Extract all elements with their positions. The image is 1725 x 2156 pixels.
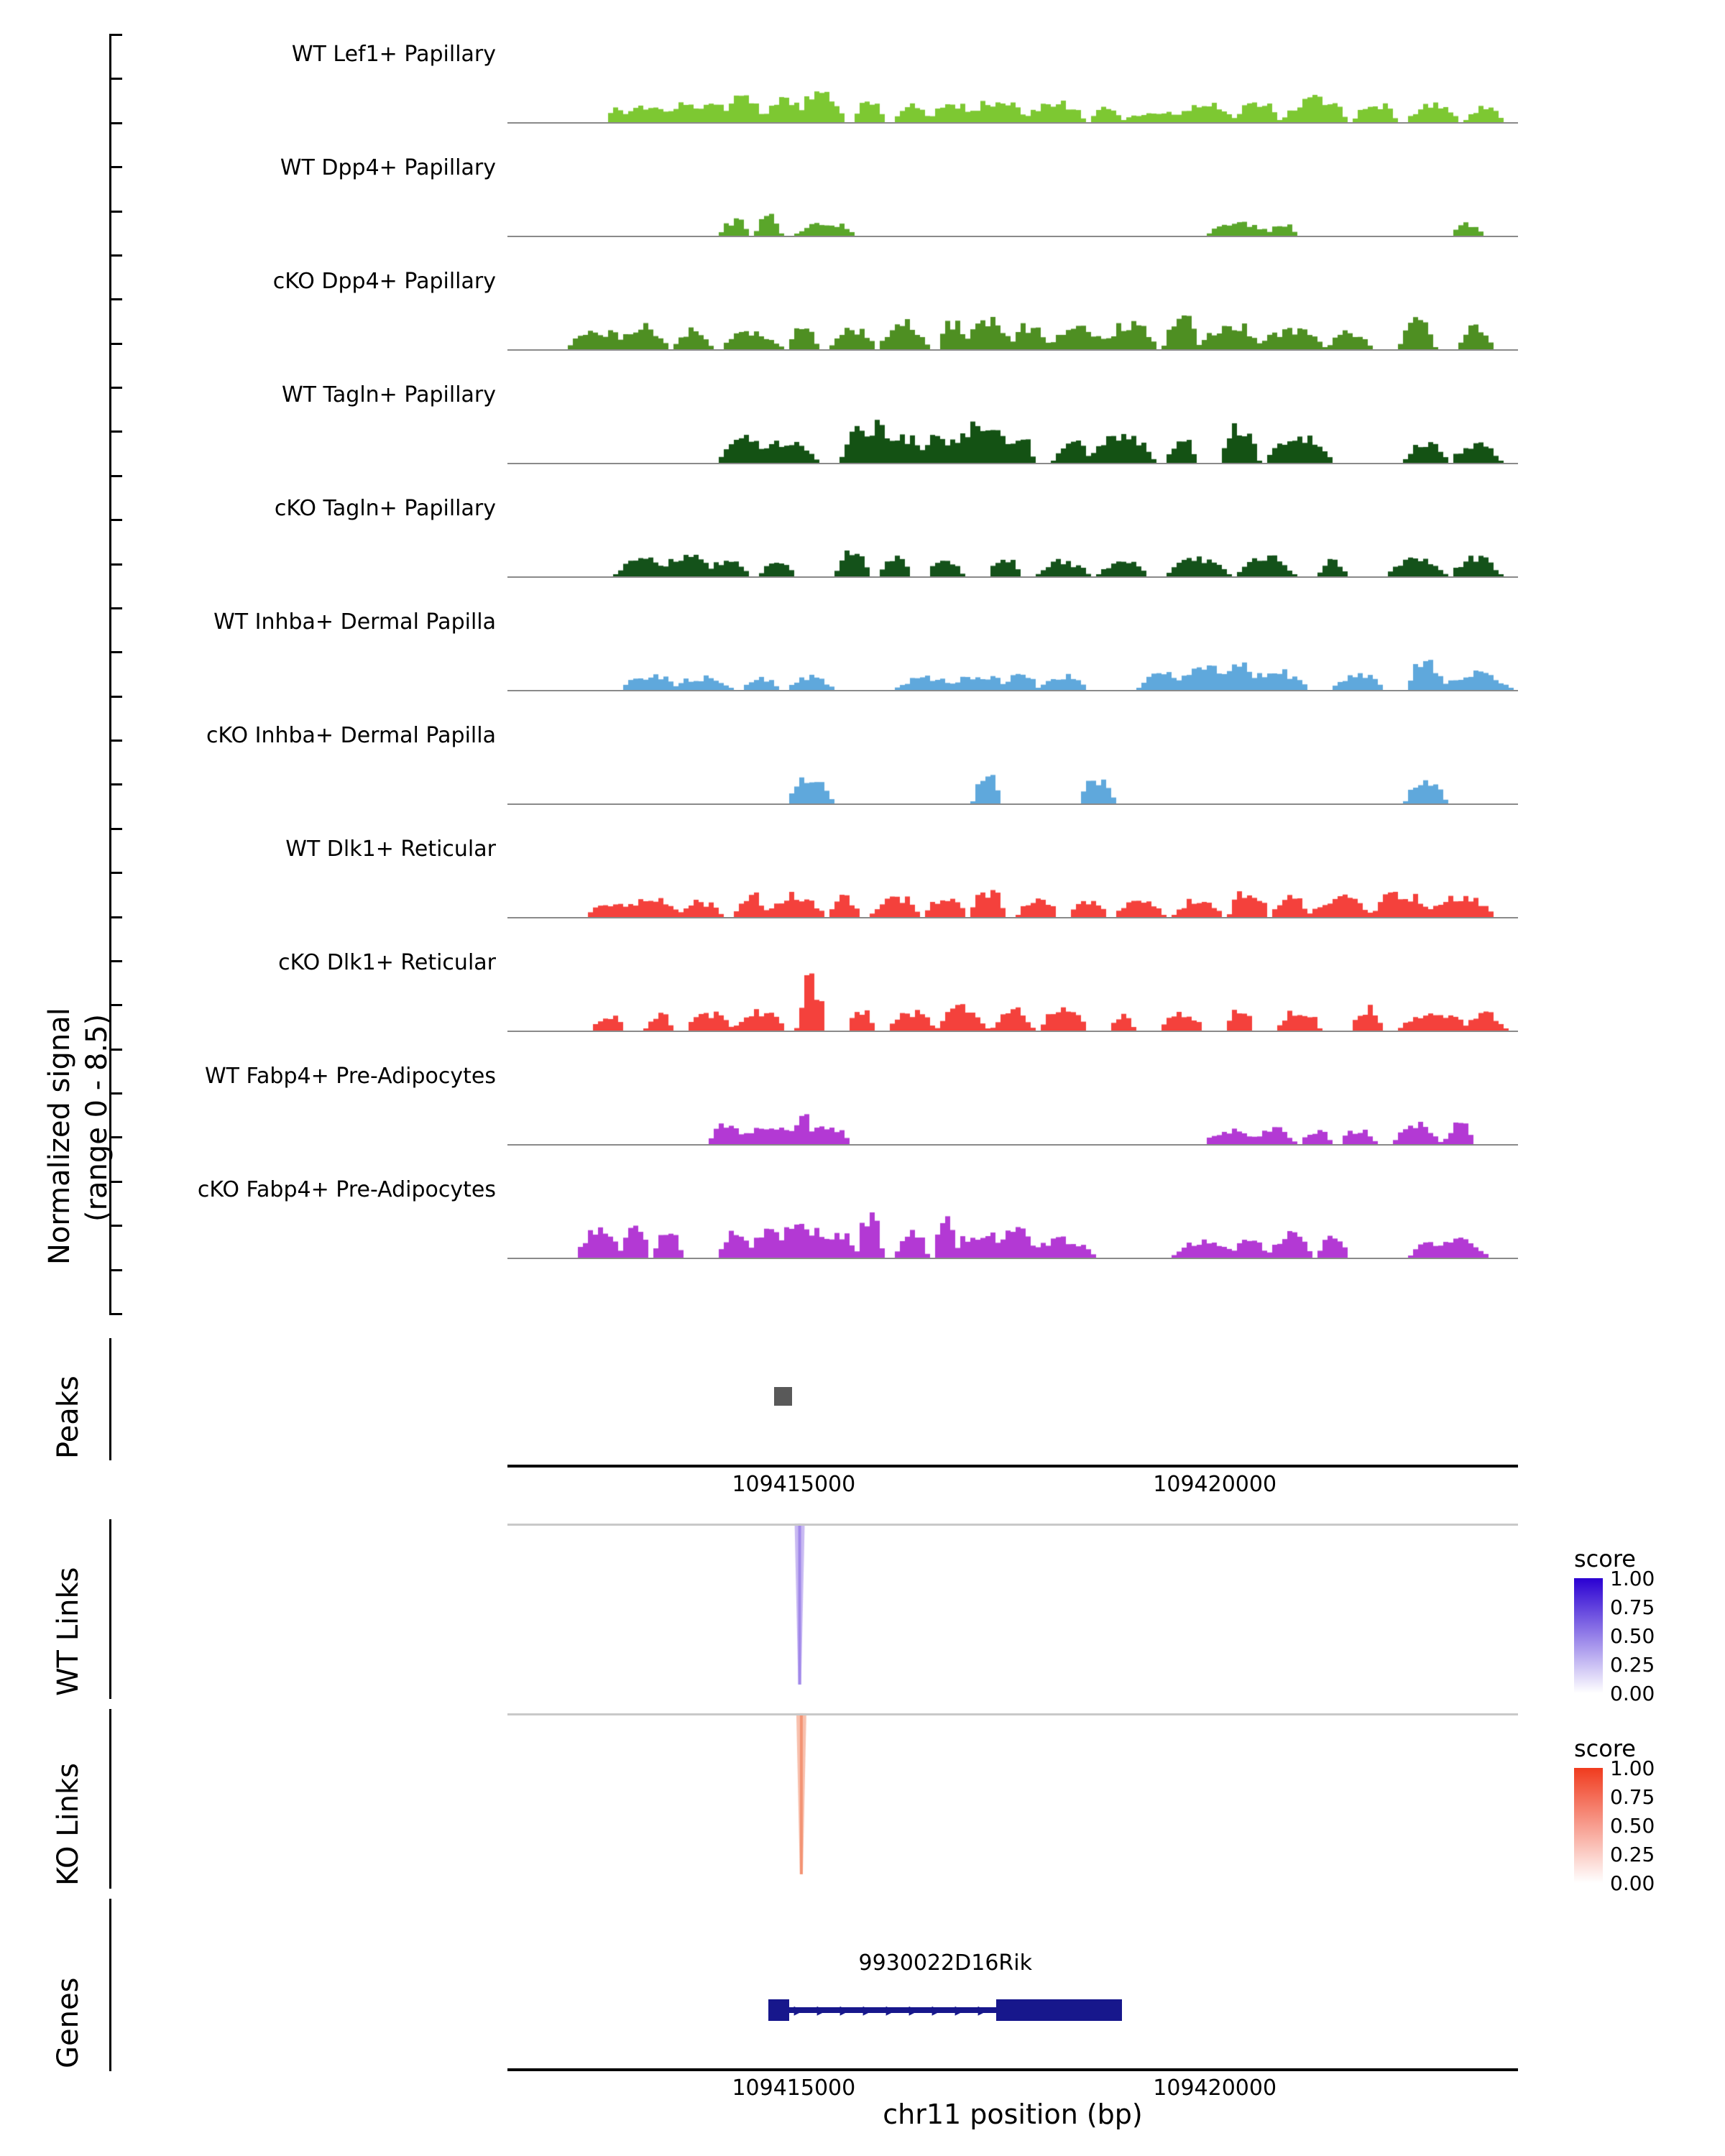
gene-strand-arrow-icon: ▸ bbox=[978, 1999, 988, 2021]
ko-links-legend-tick: 0.50 bbox=[1610, 1814, 1655, 1838]
track-signal-6 bbox=[507, 719, 1518, 803]
x-axis-title-text: chr11 position (bp) bbox=[883, 2099, 1143, 2130]
gene-exon[interactable] bbox=[996, 1999, 1123, 2021]
axis-tick bbox=[109, 960, 122, 962]
track-label-1: WT Dpp4+ Papillary bbox=[280, 155, 496, 180]
axis-tick bbox=[109, 1004, 122, 1006]
track-signal-1 bbox=[507, 151, 1518, 236]
ko-links-panel-label bbox=[52, 1763, 85, 1886]
signal-axis-title-line2: (range 0 - 8.5) bbox=[80, 1013, 114, 1222]
axis-tick bbox=[109, 783, 122, 786]
track-label-3: WT Tagln+ Papillary bbox=[282, 382, 496, 407]
bottom-axis-line bbox=[507, 2068, 1518, 2071]
genes-panel-axis bbox=[109, 1899, 111, 2071]
wt-links-legend-tick: 0.75 bbox=[1610, 1595, 1655, 1619]
track-baseline-0 bbox=[507, 122, 1518, 124]
track-signal-0 bbox=[507, 37, 1518, 122]
track-label-0: WT Lef1+ Papillary bbox=[291, 42, 496, 67]
axis-tick bbox=[109, 387, 122, 389]
axis-tick bbox=[109, 651, 122, 653]
peaks-label-text: Peaks bbox=[52, 1376, 85, 1459]
track-baseline-8 bbox=[507, 1031, 1518, 1032]
wt-links-legend-title: score bbox=[1574, 1545, 1636, 1572]
ko-links-legend-tick: 0.75 bbox=[1610, 1785, 1655, 1809]
axis-tick bbox=[109, 696, 122, 698]
axis-tick bbox=[109, 298, 122, 300]
ko-links-legend-title: score bbox=[1574, 1735, 1636, 1762]
track-label-5: WT Inhba+ Dermal Papilla bbox=[213, 609, 496, 635]
axis-tick bbox=[109, 475, 122, 477]
wt-links-label-text: WT Links bbox=[52, 1567, 85, 1696]
axis-tick bbox=[109, 1313, 122, 1315]
axis-tick bbox=[109, 1225, 122, 1227]
track-label-6: cKO Inhba+ Dermal Papilla bbox=[206, 723, 496, 748]
track-label-8: cKO Dlk1+ Reticular bbox=[278, 950, 496, 975]
track-signal-4 bbox=[507, 492, 1518, 576]
peaks-axis-line bbox=[507, 1465, 1518, 1468]
gene-strand-arrow-icon: ▸ bbox=[816, 1999, 827, 2021]
axis-tick bbox=[109, 122, 122, 124]
track-label-2: cKO Dpp4+ Papillary bbox=[272, 269, 496, 294]
gene-strand-arrow-icon: ▸ bbox=[862, 1999, 873, 2021]
track-signal-3 bbox=[507, 378, 1518, 463]
x-tick-label: 109415000 bbox=[732, 2076, 856, 2101]
ko-links-legend-colorbar bbox=[1574, 1768, 1603, 1883]
track-signal-8 bbox=[507, 946, 1518, 1031]
track-signal-10 bbox=[507, 1173, 1518, 1258]
peak-region[interactable] bbox=[774, 1387, 792, 1406]
wt-links-baseline bbox=[507, 1524, 1518, 1526]
axis-tick bbox=[109, 166, 122, 168]
wt-links-panel-axis bbox=[109, 1519, 111, 1699]
track-baseline-6 bbox=[507, 803, 1518, 805]
ko-links-canvas bbox=[507, 1709, 1518, 1889]
track-baseline-10 bbox=[507, 1258, 1518, 1259]
track-label-10: cKO Fabp4+ Pre-Adipocytes bbox=[197, 1177, 496, 1202]
signal-axis-title-line1: Normalized signal bbox=[43, 1008, 76, 1265]
axis-tick bbox=[109, 872, 122, 874]
wt-links-legend-tick: 0.25 bbox=[1610, 1653, 1655, 1677]
track-label-4: cKO Tagln+ Papillary bbox=[274, 496, 496, 521]
ko-links-legend-tick: 0.00 bbox=[1610, 1871, 1655, 1895]
axis-tick bbox=[109, 916, 122, 918]
x-tick-label: 109420000 bbox=[1153, 2076, 1277, 2101]
axis-tick bbox=[109, 563, 122, 566]
gene-strand-arrow-icon: ▸ bbox=[886, 1999, 896, 2021]
peaks-panel-label bbox=[52, 1376, 85, 1459]
wt-links-canvas bbox=[507, 1519, 1518, 1699]
ko-links-panel-axis bbox=[109, 1709, 111, 1889]
ko-links-label-text: KO Links bbox=[52, 1763, 85, 1886]
track-baseline-7 bbox=[507, 917, 1518, 918]
axis-tick bbox=[109, 254, 122, 257]
wt-links-panel-label bbox=[52, 1567, 85, 1696]
track-baseline-9 bbox=[507, 1144, 1518, 1146]
track-baseline-2 bbox=[507, 349, 1518, 351]
gene-exon[interactable] bbox=[768, 1999, 789, 2021]
axis-tick bbox=[109, 1269, 122, 1271]
track-signal-2 bbox=[507, 264, 1518, 349]
signal-axis-title bbox=[43, 1008, 76, 1265]
wt-links-legend-colorbar bbox=[1574, 1578, 1603, 1693]
gene-strand-arrow-icon: ▸ bbox=[954, 1999, 965, 2021]
x-tick-label: 109420000 bbox=[1153, 1472, 1277, 1497]
gene-strand-arrow-icon: ▸ bbox=[794, 1999, 804, 2021]
gene-strand-arrow-icon: ▸ bbox=[840, 1999, 850, 2021]
track-label-7: WT Dlk1+ Reticular bbox=[285, 837, 496, 862]
axis-tick bbox=[109, 430, 122, 433]
track-baseline-3 bbox=[507, 463, 1518, 464]
track-baseline-5 bbox=[507, 690, 1518, 691]
gene-strand-arrow-icon: ▸ bbox=[932, 1999, 942, 2021]
x-tick-label: 109415000 bbox=[732, 1472, 856, 1497]
ko-links-track bbox=[507, 1709, 1518, 1889]
genes-panel-label bbox=[52, 1978, 85, 2068]
axis-tick bbox=[109, 34, 122, 36]
axis-tick bbox=[109, 78, 122, 80]
track-signal-5 bbox=[507, 605, 1518, 690]
x-axis-title bbox=[507, 2099, 1518, 2130]
axis-tick bbox=[109, 740, 122, 742]
gene-name-label: 9930022D16Rik bbox=[858, 1950, 1032, 1976]
axis-tick bbox=[109, 828, 122, 830]
axis-tick bbox=[109, 607, 122, 609]
track-signal-7 bbox=[507, 832, 1518, 917]
track-baseline-4 bbox=[507, 576, 1518, 578]
axis-tick bbox=[109, 343, 122, 345]
track-signal-9 bbox=[507, 1059, 1518, 1144]
track-label-9: WT Fabp4+ Pre-Adipocytes bbox=[205, 1064, 496, 1089]
track-baseline-1 bbox=[507, 236, 1518, 237]
ko-links-legend-tick: 0.25 bbox=[1610, 1843, 1655, 1866]
ko-links-baseline bbox=[507, 1713, 1518, 1715]
wt-links-legend-tick: 1.00 bbox=[1610, 1567, 1655, 1590]
axis-tick bbox=[109, 211, 122, 213]
wt-links-track bbox=[507, 1519, 1518, 1699]
genes-label-text: Genes bbox=[52, 1977, 85, 2068]
wt-links-legend-tick: 0.50 bbox=[1610, 1624, 1655, 1648]
wt-links-legend-tick: 0.00 bbox=[1610, 1682, 1655, 1705]
peaks-panel-axis bbox=[109, 1338, 111, 1460]
signal-axis-subtitle bbox=[80, 1014, 114, 1222]
gene-strand-arrow-icon: ▸ bbox=[908, 1999, 919, 2021]
ko-links-legend-tick: 1.00 bbox=[1610, 1756, 1655, 1780]
axis-tick bbox=[109, 519, 122, 521]
